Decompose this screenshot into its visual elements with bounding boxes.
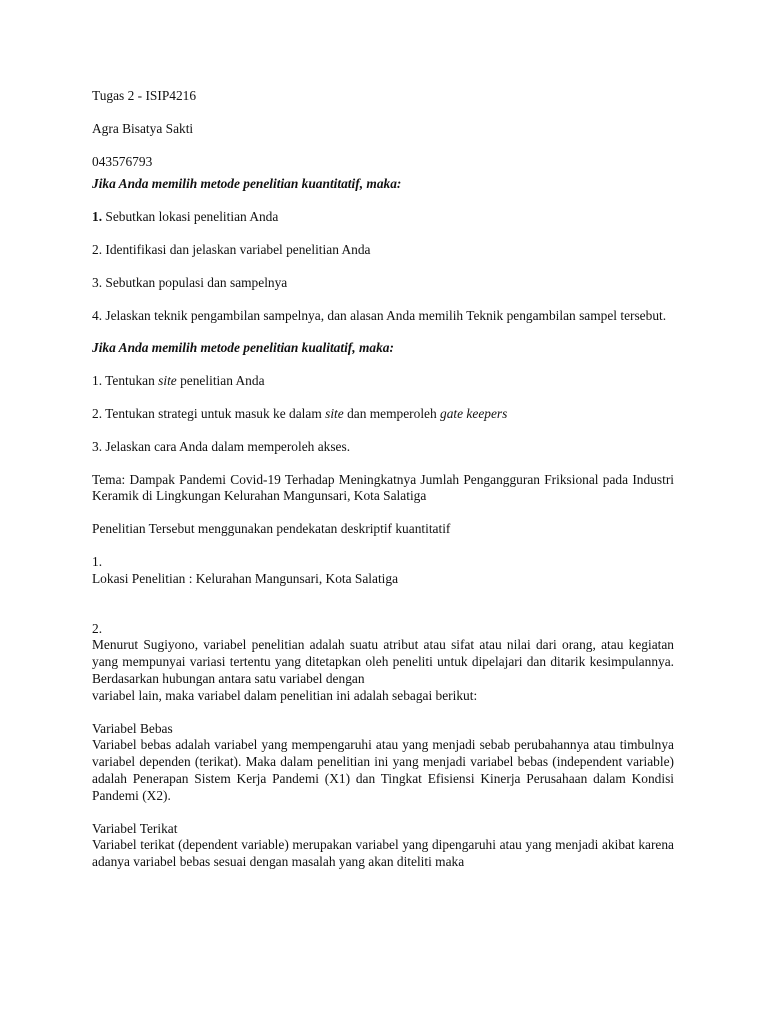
answer-2-number: 2. bbox=[92, 620, 103, 636]
answer-1-location: Lokasi Penelitian : Kelurahan Mangunsari, Kota Salatiga bbox=[92, 570, 399, 586]
answer-2-definition: Menurut Sugiyono, variabel penelitian adalah suatu atribut atau sifat atau nilai dari orang, atau kegiatan yang mempunyai variasi tertentu yang ditetapkan oleh peneliti untuk dipelajari dan ditarik kesimpulannya. Berdasarkan hubungan antara satu variabel dengan bbox=[92, 637, 674, 686]
qual-question-1 bbox=[92, 373, 674, 390]
quant-heading: Jika Anda memilih metode penelitian kuantitatif, maka: bbox=[92, 176, 402, 192]
student-name: Agra Bisatya Sakti bbox=[92, 120, 194, 136]
quant-question-2: 2. Identifikasi dan jelaskan variabel penelitian Anda bbox=[92, 241, 371, 257]
quant-question-4: 4. Jelaskan teknik pengambilan sampelnya, dan alasan Anda memilih Teknik pengambilan sampel tersebut. bbox=[92, 307, 667, 323]
qual-question-2 bbox=[92, 406, 674, 423]
qual-question-1-site: site bbox=[158, 373, 177, 389]
independent-variable-text: Variabel bebas adalah variabel yang mempengaruhi atau yang menjadi sebab perubahannya atau timbulnya variabel dependen (terikat). Maka dalam penelitian ini yang menjadi variabel bebas (independent variable) adalah Penerapan Sistem Kerja Pandemi (X1) dan Tingkat Efisiensi Kinerja Perusahaan dalam Kondisi Pandemi (X2). bbox=[92, 737, 674, 803]
quant-question-1-number: 1. bbox=[92, 209, 103, 225]
quant-question-3: 3. Sebutkan populasi dan sampelnya bbox=[92, 274, 288, 290]
quant-question-1 bbox=[92, 209, 674, 226]
student-id: 043576793 bbox=[92, 153, 153, 169]
course-title: Tugas 2 - ISIP4216 bbox=[92, 88, 197, 103]
dependent-variable-title: Variabel Terikat bbox=[92, 820, 178, 836]
qual-question-2-gate-keepers: gate keepers bbox=[440, 405, 508, 421]
qual-question-2-part-b: dan memperoleh bbox=[343, 405, 441, 421]
qual-question-3: 3. Jelaskan cara Anda dalam memperoleh akses. bbox=[92, 438, 351, 454]
dependent-variable-text: Variabel terikat (dependent variable) merupakan variabel yang dipengaruhi atau yang menjadi akibat karena adanya variabel bebas sesuai dengan masalah yang akan diteliti maka bbox=[92, 837, 674, 870]
answer-1-number: 1. bbox=[92, 553, 103, 569]
research-approach: Penelitian Tersebut menggunakan pendekatan deskriptif kuantitatif bbox=[92, 521, 451, 537]
independent-variable-title: Variabel Bebas bbox=[92, 720, 173, 736]
answer-2-intro: variabel lain, maka variabel dalam penelitian ini adalah sebagai berikut: bbox=[92, 687, 478, 703]
qual-heading: Jika Anda memilih metode penelitian kualitatif, maka: bbox=[92, 340, 394, 356]
quant-question-1-text: Sebutkan lokasi penelitian Anda bbox=[102, 209, 279, 225]
qual-question-2-part-a: 2. Tentukan strategi untuk masuk ke dalam bbox=[92, 405, 326, 421]
qual-question-1-part-a: 1. Tentukan bbox=[92, 373, 159, 389]
qual-question-1-part-b: penelitian Anda bbox=[176, 373, 265, 389]
qual-question-2-site: site bbox=[325, 405, 344, 421]
research-theme: Tema: Dampak Pandemi Covid-19 Terhadap Meningkatnya Jumlah Pengangguran Friksional pada Industri Keramik di Lingkungan Kelurahan Mangunsari, Kota Salatiga bbox=[92, 471, 674, 504]
